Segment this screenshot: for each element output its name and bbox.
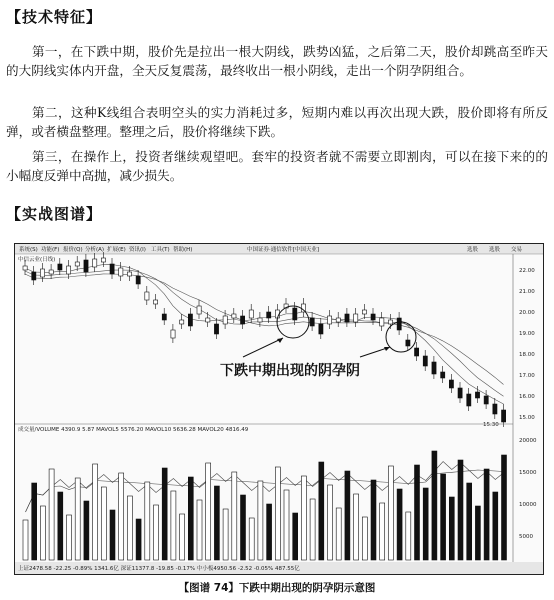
- candle-body: [319, 324, 323, 334]
- volume-bar: [180, 514, 185, 560]
- candle-body: [206, 318, 210, 322]
- volume-bar: [58, 492, 63, 560]
- candle-body: [415, 348, 419, 356]
- volume-axis-label: 15000: [519, 470, 537, 476]
- candle-body: [119, 268, 123, 276]
- price-axis-label: 20.00: [519, 310, 535, 316]
- volume-bar: [310, 499, 315, 560]
- menu-item: 功能(F): [41, 247, 60, 253]
- volume-bar: [145, 482, 150, 560]
- volume-bar: [188, 477, 193, 560]
- volume-bar: [458, 460, 463, 560]
- volume-bar: [154, 505, 159, 560]
- volume-bar: [493, 492, 498, 560]
- candle-body: [441, 372, 445, 378]
- candle-body: [406, 340, 410, 346]
- menu-item: 扩展(E): [107, 247, 126, 253]
- volume-bar: [380, 503, 385, 560]
- volume-axis-label: 5000: [519, 534, 533, 540]
- candle-body: [397, 318, 401, 330]
- candle-body: [84, 260, 88, 272]
- candle-body: [188, 314, 192, 326]
- status-bar: 上证2478.58 -22.25 -0.89% 1341.6亿 深证11377.8 -19.85 -0.17% 中小板4950.56 -2.52 -0.05% 487.55亿: [18, 566, 300, 572]
- window-tab: 交易: [511, 247, 523, 253]
- volume-bar: [232, 472, 237, 560]
- volume-bar: [415, 465, 420, 560]
- volume-bar: [197, 500, 202, 560]
- candle-body: [371, 314, 375, 320]
- candle-body: [197, 306, 201, 314]
- volume-bar: [432, 451, 437, 560]
- candle-body: [493, 404, 497, 414]
- volume-bar: [84, 501, 89, 560]
- candle-body: [110, 264, 114, 274]
- candle-body: [75, 262, 79, 266]
- candle-body: [58, 264, 62, 270]
- candle-body: [328, 316, 332, 324]
- volume-bar: [293, 513, 298, 560]
- volume-axis-label: 20000: [519, 438, 537, 444]
- volume-bar: [354, 494, 359, 560]
- volume-bar: [162, 468, 167, 560]
- section-title-practice: 【实战图谱】: [6, 205, 103, 223]
- candle-body: [362, 310, 366, 314]
- candle-body: [310, 318, 314, 326]
- candle-body: [336, 318, 340, 322]
- volume-bar: [49, 469, 54, 560]
- volume-bar: [388, 466, 393, 560]
- volume-bar: [484, 469, 489, 560]
- volume-bar: [423, 488, 428, 560]
- volume-bar: [171, 491, 176, 560]
- candle-body: [93, 259, 97, 267]
- volume-bar: [502, 455, 507, 560]
- volume-bar: [362, 517, 367, 560]
- stock-chart-svg: [15, 244, 543, 574]
- window-tab: 选股: [489, 247, 501, 253]
- moving-average-line: [25, 264, 504, 404]
- volume-bar: [475, 506, 480, 560]
- volume-bar: [23, 520, 28, 560]
- menu-item: 报价(Q): [63, 247, 83, 253]
- candle-body: [214, 324, 218, 334]
- price-axis-label: 16.00: [519, 394, 535, 400]
- menu-item: 帮助(H): [173, 247, 193, 253]
- menu-item: 资讯(I): [129, 247, 146, 253]
- volume-bar: [110, 510, 115, 560]
- volume-bar: [319, 462, 324, 560]
- candle-body: [241, 316, 245, 324]
- volume-bar: [328, 485, 333, 560]
- candle-body: [388, 320, 392, 324]
- candle-body: [180, 320, 184, 324]
- menu-item: 工具(T): [151, 247, 170, 253]
- volume-indicator-label: 成交量/VOLUME 4390.9 5.87 MAVOL5 5576.20 MAVOL10 5636.28 MAVOL20 4816.49: [18, 427, 249, 433]
- volume-bar: [206, 463, 211, 560]
- candle-body: [127, 272, 131, 276]
- candle-body: [136, 276, 140, 284]
- low-price-label: 15.30: [483, 422, 499, 428]
- volume-bar: [241, 495, 246, 560]
- price-axis-label: 15.00: [519, 415, 535, 421]
- paragraph-1: 第一，在下跌中期，股价先是拉出一根大阴线，跌势凶猛，之后第二天，股价却跳高至昨天的大阴线实体内开盘，全天反复震荡，最终收出一根小阴线，走出一个阴孕阴组合。: [6, 44, 548, 78]
- volume-bar: [258, 481, 263, 560]
- candle-body: [223, 316, 227, 324]
- candle-body: [232, 314, 236, 318]
- candle-body: [101, 258, 105, 262]
- price-axis-label: 17.00: [519, 373, 535, 379]
- paragraph-3: 第三，在操作上，投资者继续观望吧。套牢的投资者就不需要立即割肉，可以在接下来的的小幅度反弹中高抛，减少损失。: [6, 149, 548, 183]
- candle-body: [354, 314, 358, 322]
- volume-bar: [101, 487, 106, 560]
- price-axis-label: 21.00: [519, 289, 535, 295]
- volume-bar: [67, 515, 72, 560]
- volume-axis-label: 10000: [519, 502, 537, 508]
- volume-bar: [249, 518, 254, 560]
- volume-bar: [32, 483, 37, 560]
- volume-bar: [449, 497, 454, 560]
- price-axis-label: 19.00: [519, 331, 535, 337]
- candle-body: [23, 266, 27, 270]
- candle-body: [49, 270, 53, 274]
- menu-item: 分析(A): [85, 247, 105, 253]
- candle-body: [162, 314, 166, 320]
- volume-bar: [223, 509, 228, 560]
- menu-item: 系统(S): [19, 247, 38, 253]
- candle-body: [145, 292, 149, 300]
- candle-body: [258, 318, 262, 322]
- price-axis-label: 18.00: [519, 352, 535, 358]
- volume-bar: [40, 506, 45, 560]
- candle-body: [67, 266, 71, 274]
- volume-bar: [267, 504, 272, 560]
- volume-bar: [301, 476, 306, 560]
- volume-bar: [336, 508, 341, 560]
- volume-bar: [467, 483, 472, 560]
- candle-body: [475, 392, 479, 398]
- window-title: 中国证券·通信软件[中国天业]: [247, 247, 320, 253]
- volume-bar: [75, 478, 80, 560]
- volume-bar: [127, 496, 132, 560]
- volume-bar: [345, 471, 350, 560]
- section-title-technical: 【技术特征】: [6, 8, 103, 26]
- candle-body: [423, 356, 427, 366]
- candle-body: [380, 318, 384, 326]
- arrow-line-1: [243, 338, 283, 357]
- candle-body: [432, 362, 436, 374]
- candle-body: [154, 300, 158, 304]
- stock-chart-screenshot: [14, 243, 544, 575]
- volume-bar: [119, 473, 124, 560]
- paragraph-2: 第二，这种K线组合表明空头的实力消耗过多，短期内难以再次出现大跌，股价即将有所反弹，或者横盘整理。整理之后，股价将继续下跌。: [6, 105, 548, 139]
- candle-body: [40, 269, 44, 277]
- volume-bar: [136, 519, 141, 560]
- figure-caption: 【图谱 74】下跌中期出现的阴孕阴示意图: [178, 582, 376, 594]
- volume-bar: [284, 490, 289, 560]
- candle-body: [267, 312, 271, 318]
- candle-body: [502, 410, 506, 422]
- window-tab: 选股: [467, 247, 479, 253]
- volume-bar: [397, 489, 402, 560]
- stock-label: 中信云业(日线): [18, 257, 56, 263]
- candle-body: [171, 330, 175, 338]
- candle-body: [249, 310, 253, 318]
- candle-body: [467, 394, 471, 406]
- candle-body: [293, 308, 297, 320]
- price-axis-label: 22.00: [519, 268, 535, 274]
- volume-bar: [93, 464, 98, 560]
- volume-bar: [214, 486, 219, 560]
- candle-body: [484, 396, 488, 404]
- volume-bar: [406, 512, 411, 560]
- candle-body: [32, 272, 36, 280]
- candle-body: [449, 380, 453, 388]
- volume-bar: [371, 480, 376, 560]
- volume-bar: [441, 474, 446, 560]
- candle-body: [345, 314, 349, 322]
- pattern-annotation: 下跌中期出现的阴孕阴: [220, 363, 360, 379]
- candle-body: [458, 388, 462, 398]
- volume-bar: [275, 467, 280, 560]
